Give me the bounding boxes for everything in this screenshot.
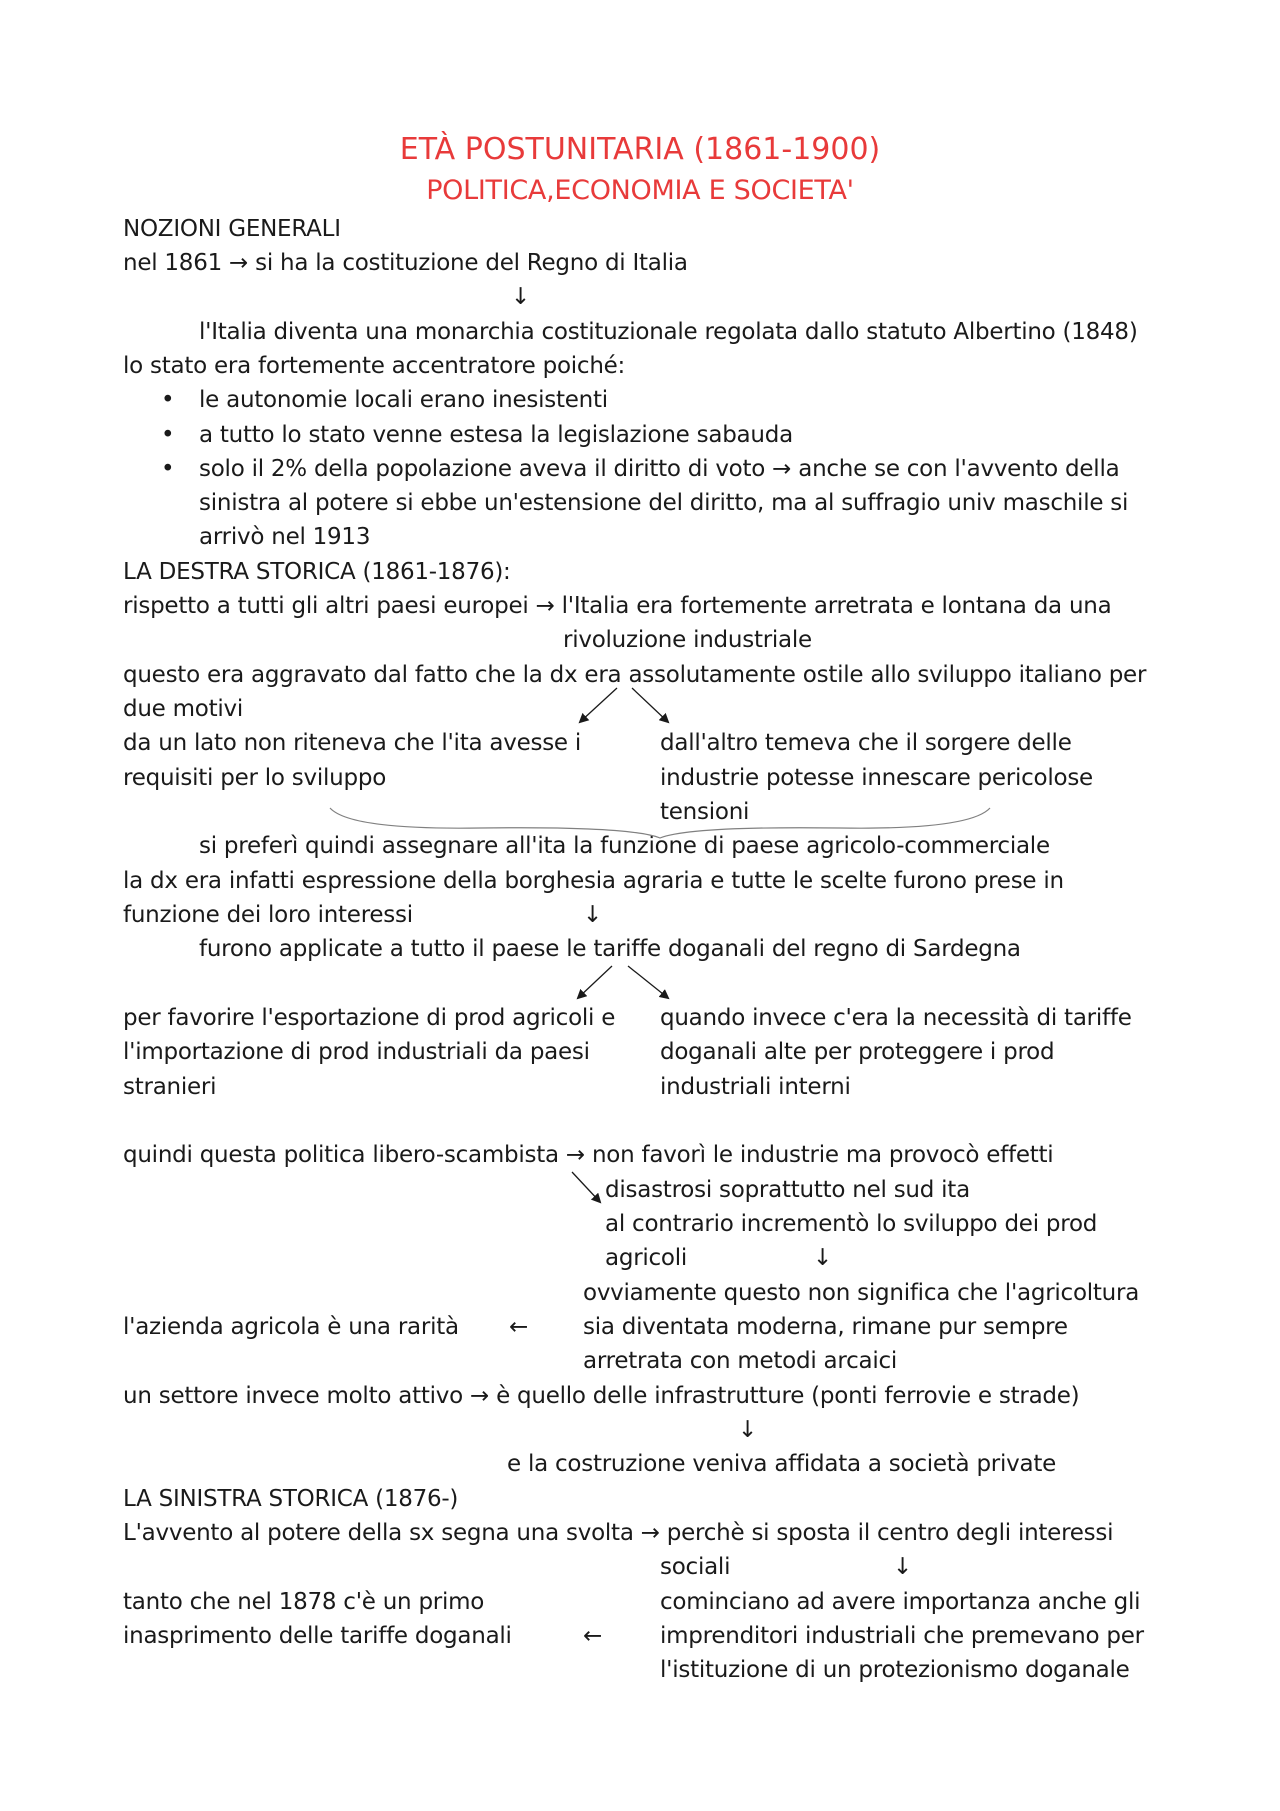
list-item-continuation: arrivò nel 1913 [199, 524, 371, 550]
text-line: al contrario incrementò lo sviluppo dei prod [605, 1211, 1098, 1237]
bullet-icon: • [161, 456, 175, 482]
branch-arrow-left [580, 688, 617, 722]
left-branch-text: requisiti per lo sviluppo [123, 765, 387, 791]
branch-arrow-right [628, 966, 668, 998]
right-branch-text: dall'altro temeva che il sorgere delle [660, 730, 1072, 756]
text-line: e la costruzione veniva affidata a società private [507, 1451, 1057, 1477]
list-item-continuation: sinistra al potere si ebbe un'estensione del diritto, ma al suffragio univ maschile si [199, 490, 1129, 516]
text-line: arretrata con metodi arcaici [583, 1348, 898, 1374]
right-branch-text: quando invece c'era la necessità di tariffe [660, 1005, 1132, 1031]
branch-arrow-left [578, 966, 612, 998]
right-branch-text: l'istituzione di un protezionismo doganale [660, 1657, 1130, 1683]
branch-arrow-right [632, 688, 668, 722]
left-branch-text: per favorire l'esportazione di prod agricoli e [123, 1005, 616, 1031]
text-line: quindi questa politica libero-scambista → non favorì le industrie ma provocò effetti [123, 1142, 1054, 1168]
text-line: agricoli [605, 1245, 688, 1271]
arrow-left-icon: ← [583, 1623, 603, 1649]
right-branch-text: doganali alte per proteggere i prod [660, 1039, 1055, 1065]
right-branch-text: imprenditori industriali che premevano per [660, 1623, 1144, 1649]
right-branch-text: cominciano ad avere importanza anche gli [660, 1589, 1141, 1615]
text-line: sociali [660, 1554, 731, 1580]
text-line: rivoluzione industriale [563, 627, 812, 653]
text-line: lo stato era fortemente accentratore poiché: [123, 353, 626, 379]
text-line: l'Italia diventa una monarchia costituzionale regolata dallo statuto Albertino (1848) [199, 319, 1138, 345]
bullet-icon: • [161, 387, 175, 413]
arrow-down-icon: ↓ [583, 902, 603, 928]
text-line: disastrosi soprattutto nel sud ita [605, 1177, 970, 1203]
left-branch-text: da un lato non riteneva che l'ita avesse i [123, 730, 582, 756]
left-branch-text: l'importazione di prod industriali da paesi [123, 1039, 590, 1065]
arrow-down-icon: ↓ [511, 284, 531, 310]
left-branch-text: inasprimento delle tariffe doganali [123, 1623, 512, 1649]
diagonal-arrow [572, 1172, 600, 1202]
left-branch-text: stranieri [123, 1074, 217, 1100]
text-line: sia diventata moderna, rimane pur sempre [583, 1314, 1068, 1340]
section-heading-destra: LA DESTRA STORICA (1861-1876): [123, 559, 511, 585]
text-line: nel 1861 → si ha la costituzione del Regno di Italia [123, 250, 688, 276]
text-line: questo era aggravato dal fatto che la dx era assolutamente ostile allo sviluppo italiano per [123, 662, 1147, 688]
text-line: L'avvento al potere della sx segna una svolta → perchè si sposta il centro degli interessi [123, 1520, 1114, 1546]
text-line: si preferì quindi assegnare all'ita la funzione di paese agricolo-commerciale [199, 833, 1050, 859]
right-branch-text: industriali interni [660, 1074, 851, 1100]
bullet-icon: • [161, 422, 175, 448]
arrow-down-icon: ↓ [893, 1554, 913, 1580]
text-line: rispetto a tutti gli altri paesi europei → l'Italia era fortemente arretrata e lontana da una [123, 593, 1112, 619]
text-line: due motivi [123, 696, 244, 722]
section-heading-nozioni: NOZIONI GENERALI [123, 216, 341, 242]
list-item: le autonomie locali erano inesistenti [199, 387, 608, 413]
list-item: solo il 2% della popolazione aveva il diritto di voto → anche se con l'avvento della [199, 456, 1120, 482]
page-title: ETÀ POSTUNITARIA (1861-1900) [399, 132, 881, 167]
left-branch-text: tanto che nel 1878 c'è un primo [123, 1589, 485, 1615]
text-line: funzione dei loro interessi [123, 902, 413, 928]
text-line: la dx era infatti espressione della borghesia agraria e tutte le scelte furono prese in [123, 868, 1064, 894]
arrow-down-icon: ↓ [813, 1245, 833, 1271]
left-branch-text: l'azienda agricola è una rarità [123, 1314, 459, 1340]
page-subtitle: POLITICA,ECONOMIA E SOCIETA' [426, 175, 854, 206]
text-line: un settore invece molto attivo → è quello delle infrastrutture (ponti ferrovie e strade) [123, 1383, 1080, 1409]
right-branch-text: tensioni [660, 799, 750, 825]
section-heading-sinistra: LA SINISTRA STORICA (1876-) [123, 1486, 459, 1512]
list-item: a tutto lo stato venne estesa la legislazione sabauda [199, 422, 793, 448]
arrow-down-icon: ↓ [738, 1417, 758, 1443]
text-line: ovviamente questo non significa che l'agricoltura [583, 1280, 1140, 1306]
right-branch-text: industrie potesse innescare pericolose [660, 765, 1093, 791]
text-line: furono applicate a tutto il paese le tariffe doganali del regno di Sardegna [199, 936, 1021, 962]
arrow-left-icon: ← [509, 1314, 529, 1340]
